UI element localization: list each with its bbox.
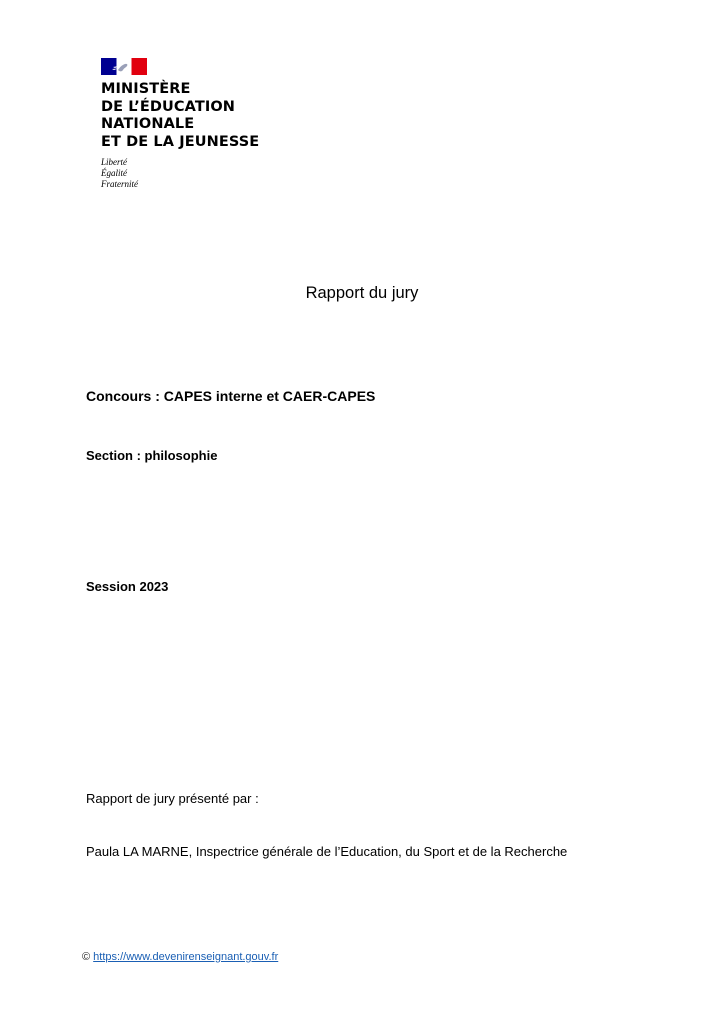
motto-line: Égalité [101,168,127,178]
session-heading: Session 2023 [86,579,169,594]
ministry-line: DE L’ÉDUCATION [101,98,236,115]
motto-line: Liberté [101,157,127,167]
ministry-line: MINISTÈRE [101,81,191,97]
presenter-name: Paula LA MARNE, Inspectrice générale de l’Education, du Sport et de la Recherche [86,844,568,859]
ministry-line: ET DE LA JEUNESSE [101,133,260,150]
concours-heading: Concours : CAPES interne et CAER-CAPES [86,388,376,404]
republic-motto [101,157,301,190]
ministry-logo [101,58,301,190]
report-title: Rapport du jury [305,284,419,302]
copyright-icon: © [82,951,91,963]
presented-by-label: Rapport de jury présenté par : [86,791,259,806]
motto-line: Fraternité [101,179,138,189]
ministry-line: NATIONALE [101,116,195,132]
marianne-flag-icon [101,58,147,75]
footer [82,951,278,963]
website-link[interactable]: https://www.devenirenseignant.gouv.fr [93,951,279,963]
section-heading: Section : philosophie [86,448,218,463]
ministry-name [101,81,301,151]
